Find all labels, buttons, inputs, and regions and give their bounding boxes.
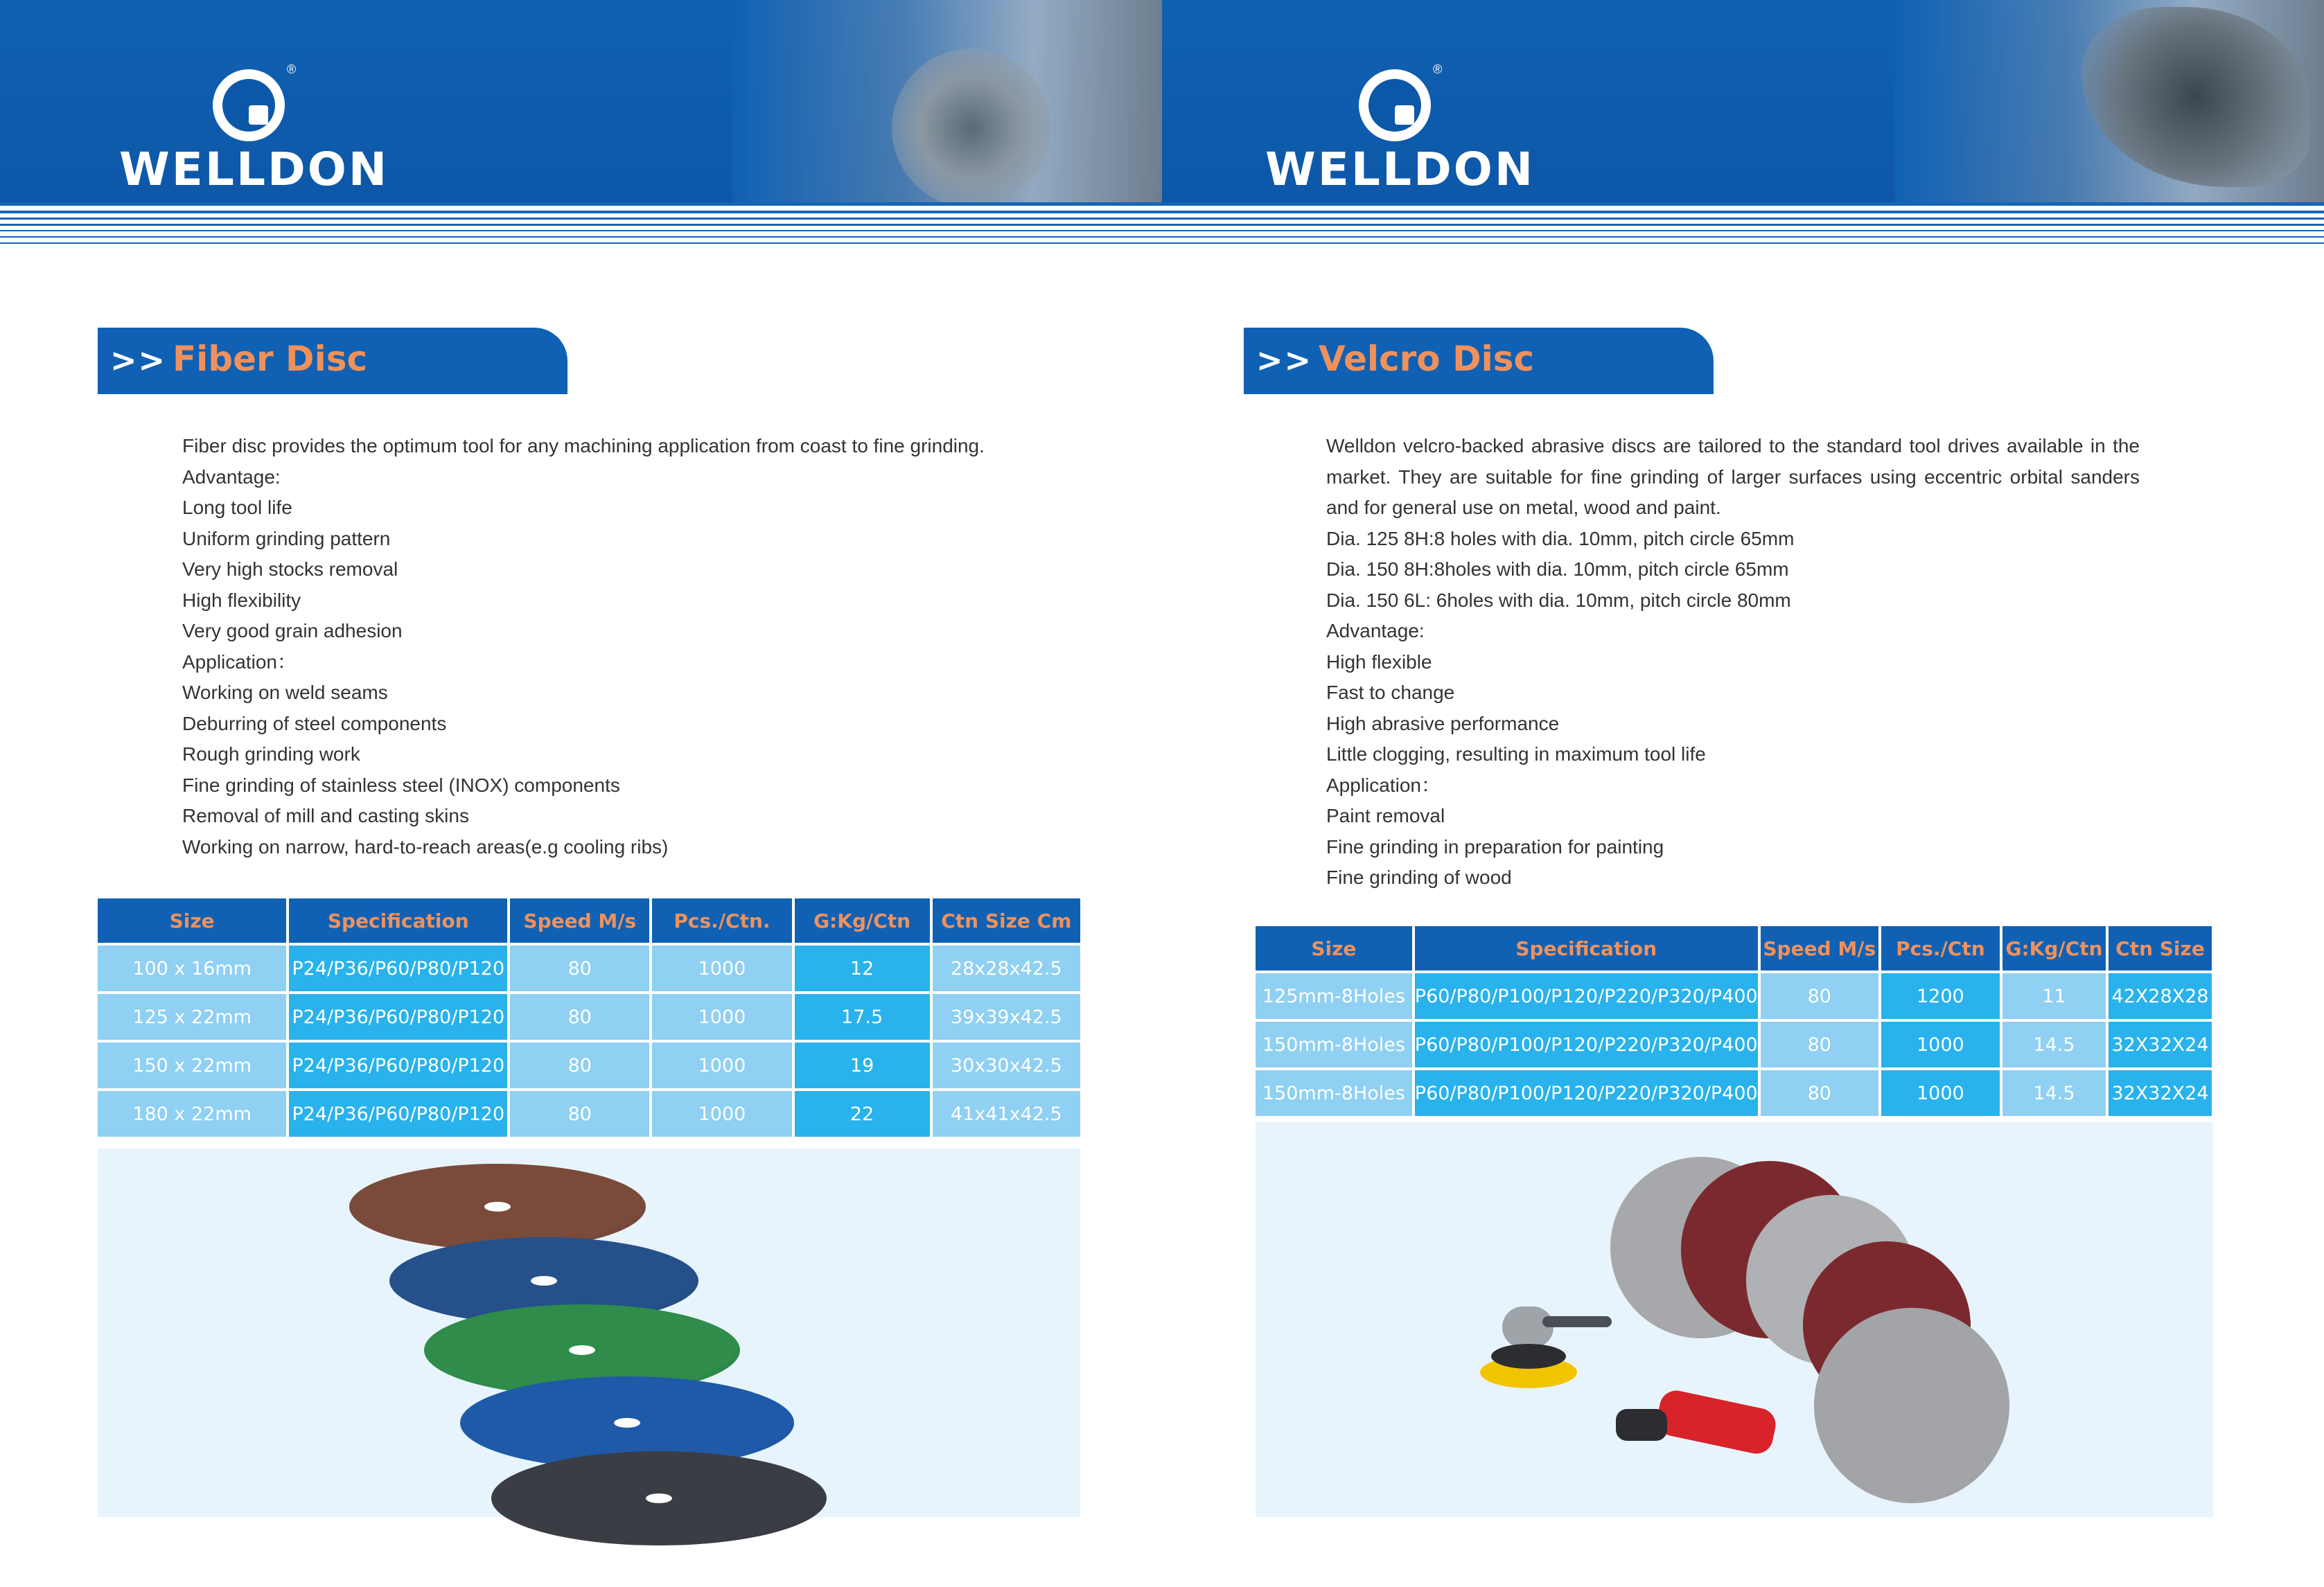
table-cell: 11 [2002, 973, 2106, 1019]
table-row [1256, 1070, 2212, 1116]
table-cell: 14.5 [2002, 1070, 2106, 1116]
grinder-body [1654, 1387, 1779, 1457]
text-line: Rough grinding work [182, 743, 360, 765]
table-cell: 32X32X24 [2109, 1022, 2212, 1067]
table-cell: 28x28x42.5 [933, 946, 1080, 991]
text-line: Dia. 125 8H:8 holes with dia. 10mm, pitch circle 65mm [1326, 527, 1795, 549]
table-cell: 125 x 22mm [98, 994, 286, 1040]
text-line: Dia. 150 8H:8holes with dia. 10mm, pitch circle 65mm [1326, 558, 1789, 580]
table-row [98, 994, 1080, 1040]
text-line: Fine grinding of wood [1326, 867, 1512, 888]
text-line: Application： [1326, 774, 1441, 796]
table-cell: 1200 [1881, 973, 2000, 1019]
angle-grinder-icon [1602, 1385, 1782, 1462]
table-cell: P24/P36/P60/P80/P120 [289, 1043, 507, 1088]
fiber-disc-product-image [98, 1149, 1080, 1517]
table-row [98, 1091, 1080, 1137]
table-cell: 12 [795, 946, 930, 991]
header-photo-sander [1894, 0, 2324, 202]
table-cell: 1000 [652, 1043, 791, 1088]
fiber-description [182, 431, 1048, 862]
table-cell: P60/P80/P100/P120/P220/P320/P400 [1415, 1022, 1758, 1067]
table-cell: 22 [795, 1091, 930, 1137]
brand-wordmark: WELLDON [1265, 143, 1535, 196]
section-tab-fiber-disc [98, 328, 567, 394]
column-header: Size [1256, 926, 1412, 970]
table-row [1256, 1022, 2212, 1067]
velcro-spec-table [1253, 923, 2215, 1119]
brand-wordmark: WELLDON [119, 143, 389, 196]
table-cell: 150mm-8Holes [1256, 1070, 1412, 1116]
column-header: Speed M/s [1761, 926, 1878, 970]
table-cell: 100 x 16mm [98, 946, 286, 991]
table-cell: 80 [510, 1043, 649, 1088]
text-line: Fast to change [1326, 682, 1455, 703]
text-line: Deburring of steel components [182, 712, 447, 734]
text-line: Very good grain adhesion [182, 620, 403, 641]
column-header: Specification [289, 898, 507, 943]
table-row [98, 946, 1080, 991]
column-header: Ctn Size [2109, 926, 2212, 970]
table-cell: 1000 [652, 946, 791, 991]
header-banner-left [0, 0, 1162, 202]
fiber-disc-brown [349, 1164, 646, 1250]
multitool-image [2081, 7, 2310, 187]
logo-mark-icon [213, 69, 285, 141]
tab-arrows: >> [1256, 342, 1313, 379]
fiber-disc-grey [491, 1451, 827, 1545]
column-header: Pcs./Ctn [1881, 926, 2000, 970]
text-line: High flexible [1326, 650, 1432, 673]
table-cell: 39x39x42.5 [933, 994, 1080, 1040]
tab-arrows: >> [110, 342, 167, 379]
table-cell: 80 [510, 994, 649, 1040]
logo-mark-icon [1359, 69, 1431, 141]
table-row [98, 1043, 1080, 1088]
text-line: Very high stocks removal [182, 558, 398, 580]
table-cell: 1000 [652, 1091, 791, 1137]
grinder-image [892, 48, 1051, 202]
text-line: Application： [182, 650, 297, 673]
text-line: Long tool life [182, 497, 292, 518]
table-cell: 150 x 22mm [98, 1043, 286, 1088]
table-cell: 32X32X24 [2109, 1070, 2212, 1116]
intro-paragraph: Welldon velcro-backed abrasive discs are tailored to the standard tool drives available in the market. They are suitable for fine grinding of larger surfaces using eccentric orbital sanders and for general use on metal, wood and paint. [1326, 435, 2140, 518]
table-header-row [1256, 926, 2212, 970]
table-cell: 150mm-8Holes [1256, 1022, 1412, 1067]
table-cell: P24/P36/P60/P80/P120 [289, 1091, 507, 1137]
table-cell: 180 x 22mm [98, 1091, 286, 1137]
section-title: Fiber Disc [173, 339, 368, 379]
table-cell: 1000 [652, 994, 791, 1040]
text-line: Working on weld seams [182, 682, 388, 703]
text-line: High flexibility [182, 589, 301, 611]
table-cell: 1000 [1881, 1022, 2000, 1067]
text-line: Advantage: [1326, 620, 1425, 641]
text-line: Paint removal [1326, 805, 1445, 826]
column-header: Pcs./Ctn. [652, 898, 791, 943]
column-header: Speed M/s [510, 898, 649, 943]
header-photo-grinder [732, 0, 1162, 202]
table-cell: P24/P36/P60/P80/P120 [289, 994, 507, 1040]
fiber-spec-table [95, 896, 1083, 1140]
text-line: Fiber disc provides the optimum tool for any machining application from coast to fine grinding. [182, 435, 985, 456]
table-cell: 17.5 [795, 994, 930, 1040]
table-cell: 1000 [1881, 1070, 2000, 1116]
table-cell: 80 [1761, 973, 1878, 1019]
table-row [1256, 973, 2212, 1019]
text-line: Removal of mill and casting skins [182, 805, 469, 826]
registered-mark: ® [287, 62, 297, 76]
table-cell: 14.5 [2002, 1022, 2106, 1067]
column-header: Size [98, 898, 286, 943]
table-cell: 80 [510, 946, 649, 991]
table-cell: 30x30x42.5 [933, 1043, 1080, 1088]
table-cell: 125mm-8Holes [1256, 973, 1412, 1019]
table-cell: 80 [510, 1091, 649, 1137]
column-header: G:Kg/Ctn [2002, 926, 2106, 970]
header-stripes [0, 202, 2324, 251]
table-cell: 19 [795, 1043, 930, 1088]
section-title: Velcro Disc [1319, 339, 1535, 379]
text-line: High abrasive performance [1326, 712, 1560, 734]
table-cell: 41x41x42.5 [933, 1091, 1080, 1137]
table-cell: 42X28X28 [2109, 973, 2212, 1019]
text-line: Dia. 150 6L: 6holes with dia. 10mm, pitch circle 80mm [1326, 589, 1791, 611]
column-header: Ctn Size Cm [933, 898, 1080, 943]
text-line: Working on narrow, hard-to-reach areas(e.g cooling ribs) [182, 835, 669, 858]
velcro-description [1326, 431, 2140, 894]
section-tab-velcro-disc [1244, 328, 1714, 394]
brand-logo-right-mark [1265, 62, 1563, 194]
text-line: Fine grinding of stainless steel (INOX) components [182, 774, 620, 796]
table-header-row [98, 898, 1080, 943]
text-line: Advantage: [182, 466, 281, 488]
orbital-sander-icon [1466, 1301, 1612, 1391]
table-cell: P60/P80/P100/P120/P220/P320/P400 [1415, 973, 1758, 1019]
text-line: Fine grinding in preparation for painting [1326, 835, 1664, 858]
table-cell: 80 [1761, 1070, 1878, 1116]
column-header: G:Kg/Ctn [795, 898, 930, 943]
table-cell: P24/P36/P60/P80/P120 [289, 946, 507, 991]
table-cell: P60/P80/P100/P120/P220/P320/P400 [1415, 1070, 1758, 1116]
velcro-disc-product-image [1256, 1122, 2213, 1517]
registered-mark: ® [1433, 62, 1443, 76]
table-cell: 80 [1761, 1022, 1878, 1067]
column-header: Specification [1415, 926, 1758, 970]
velcro-disc-grey-front [1814, 1308, 2009, 1503]
text-line: Little clogging, resulting in maximum tool life [1326, 743, 1706, 765]
brand-logo-left [119, 62, 417, 194]
text-line: Uniform grinding pattern [182, 527, 391, 549]
